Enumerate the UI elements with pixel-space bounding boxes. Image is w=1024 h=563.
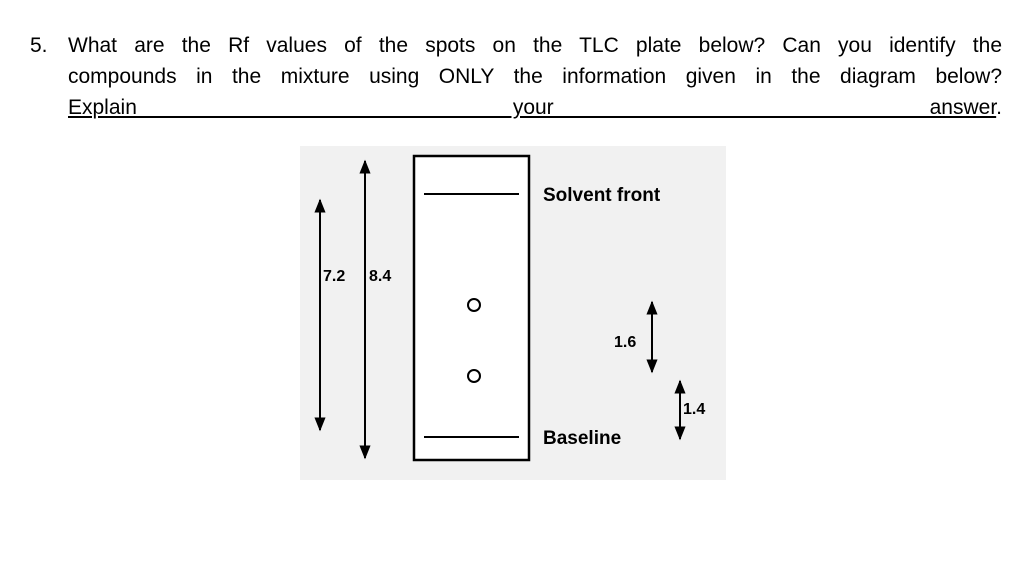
tlc-diagram-svg [300, 146, 726, 480]
question-line-3 [68, 92, 1002, 123]
question-line-2: compounds in the mixture using ONLY the information given in the diagram below? [68, 65, 1002, 88]
measure-1-6: 1.6 [614, 334, 637, 351]
baseline-label: Baseline [543, 428, 622, 449]
measure-7-2: 7.2 [323, 268, 346, 285]
measure-1-4: 1.4 [683, 401, 706, 418]
explain-period: . [996, 96, 1002, 119]
question-number: 5. [30, 34, 48, 57]
explain-prompt: Explain your answer [68, 96, 997, 119]
tlc-diagram [300, 146, 726, 480]
question-text [68, 30, 1002, 123]
spot-upper [468, 299, 480, 311]
solvent-front-label: Solvent front [543, 185, 661, 206]
spot-lower [468, 370, 480, 382]
measure-8-4: 8.4 [369, 268, 392, 285]
question-line-1: What are the Rf values of the spots on the TLC plate below? Can you identify the [68, 34, 1002, 57]
